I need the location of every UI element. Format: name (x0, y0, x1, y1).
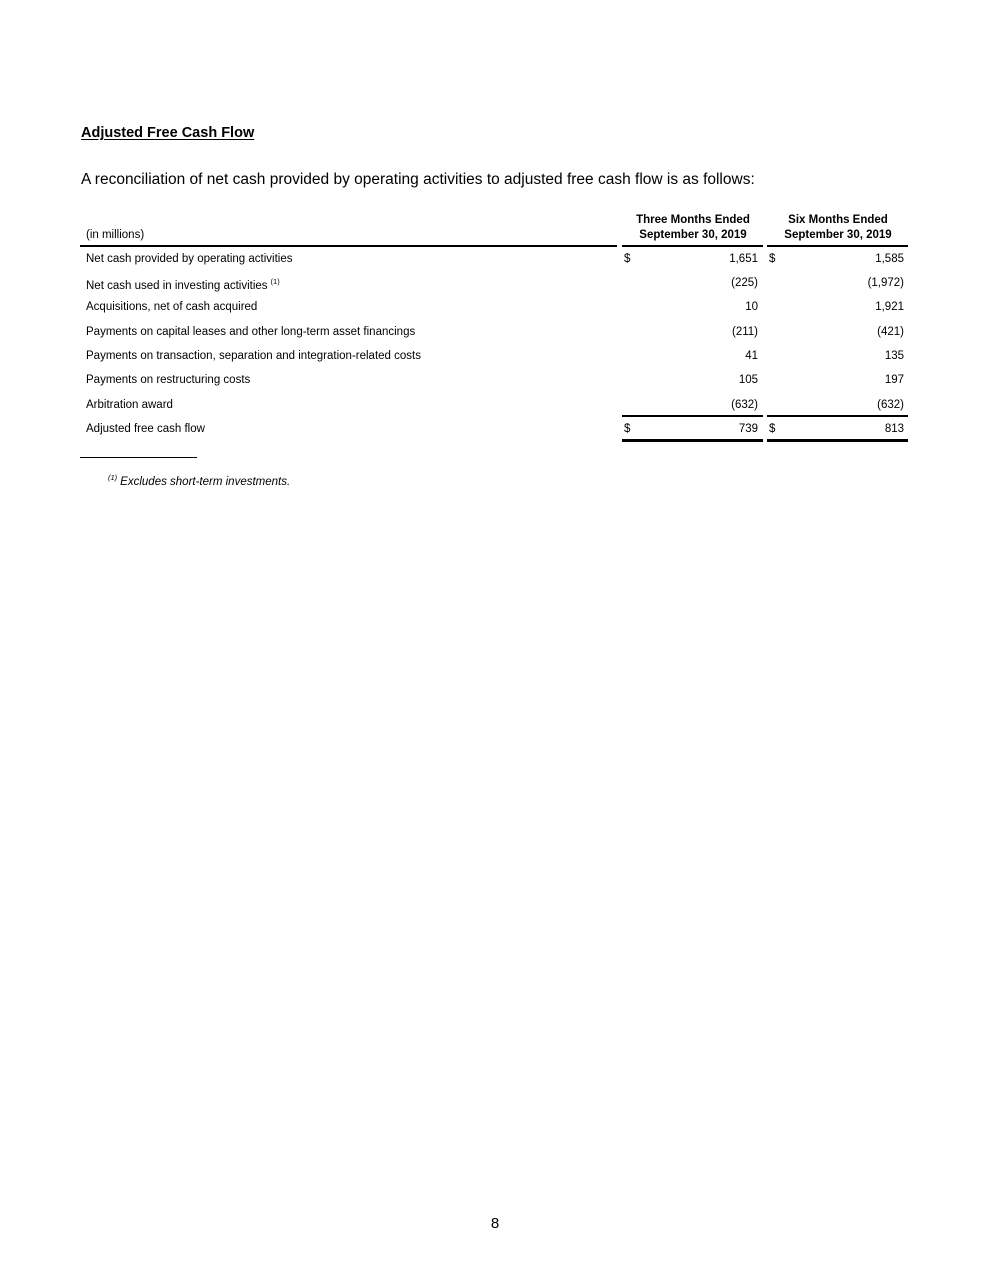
table-row (0, 253, 990, 277)
table-row (0, 277, 990, 301)
row-label-text: Payments on restructuring costs (86, 374, 251, 386)
subtotal-rule-col1 (622, 415, 763, 417)
value-six-months: 1,585 (875, 253, 904, 265)
currency-symbol: $ (769, 253, 776, 265)
header-rule-col1 (622, 245, 763, 247)
intro-paragraph: A reconciliation of net cash provided by operating activities to adjusted free cash flow is as follows: (81, 171, 755, 188)
row-label-text: Net cash used in investing activities (86, 280, 268, 292)
column-header-line1: Six Months Ended (788, 214, 888, 226)
value-three-months: (632) (731, 399, 758, 411)
value-six-months: 197 (884, 374, 904, 386)
row-label (86, 423, 205, 435)
row-label (86, 301, 257, 313)
footnote-text: Excludes short-term investments. (120, 476, 291, 488)
table-row-total (0, 423, 990, 447)
value-three-months: (225) (731, 277, 758, 289)
row-label (86, 374, 250, 386)
table-row (0, 350, 990, 374)
header-rule-col2 (767, 245, 908, 247)
row-label-text: Net cash provided by operating activities (86, 253, 293, 265)
footnote-separator (80, 457, 197, 458)
column-header-six-months (767, 213, 909, 243)
footnote-reference: (1) (270, 277, 280, 286)
value-three-months: 1,651 (729, 253, 758, 265)
total-double-rule-col2 (767, 439, 908, 442)
row-label-text: Payments on capital leases and other long-term asset financings (86, 326, 416, 338)
table-row (0, 301, 990, 325)
value-six-months: (632) (877, 399, 904, 411)
column-header-line1: Three Months Ended (636, 214, 750, 226)
page-number: 8 (490, 1215, 500, 1232)
table-row (0, 326, 990, 350)
column-header-three-months (622, 213, 764, 243)
value-three-months: 10 (745, 301, 758, 313)
currency-symbol: $ (769, 423, 776, 435)
header-rule-label (80, 245, 617, 247)
currency-symbol: $ (624, 423, 631, 435)
table-row (0, 374, 990, 398)
row-label (86, 326, 415, 338)
row-label-text: Payments on transaction, separation and integration-related costs (86, 350, 421, 362)
column-header-line2: September 30, 2019 (784, 229, 892, 241)
row-label (86, 350, 421, 362)
row-label-text: Acquisitions, net of cash acquired (86, 301, 258, 313)
value-six-months: (1,972) (867, 277, 904, 289)
unit-label: (in millions) (86, 229, 145, 241)
value-three-months: 739 (738, 423, 758, 435)
value-three-months: 41 (745, 350, 758, 362)
value-six-months: (421) (877, 326, 904, 338)
currency-symbol: $ (624, 253, 631, 265)
value-three-months: 105 (738, 374, 758, 386)
value-six-months: 1,921 (875, 301, 904, 313)
row-label (86, 253, 292, 265)
value-three-months: (211) (732, 326, 758, 338)
table-row (0, 399, 990, 423)
footnote-marker: (1) (108, 473, 118, 482)
row-label (86, 277, 280, 292)
row-label-text: Arbitration award (86, 399, 173, 411)
row-label (86, 399, 173, 411)
row-label-text: Adjusted free cash flow (86, 423, 205, 435)
value-six-months: 135 (884, 350, 904, 362)
column-header-line2: September 30, 2019 (639, 229, 747, 241)
section-title: Adjusted Free Cash Flow (81, 125, 255, 141)
value-six-months: 813 (884, 423, 904, 435)
subtotal-rule-col2 (767, 415, 908, 417)
footnote (108, 473, 290, 488)
total-double-rule-col1 (622, 439, 763, 442)
